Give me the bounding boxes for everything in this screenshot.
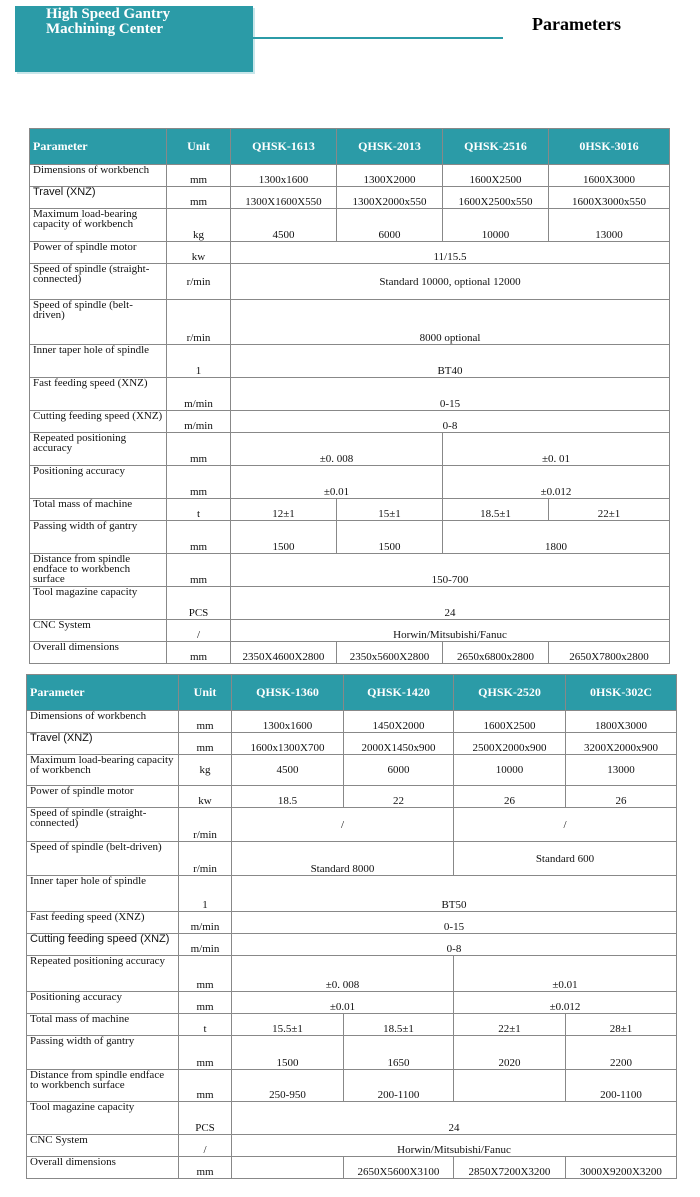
table-row: [30, 466, 670, 499]
table-row: [30, 345, 670, 378]
param-label: Distance from spindle endface to workbench surface: [27, 1070, 179, 1102]
param-label: Power of spindle motor: [30, 242, 167, 264]
param-label: Overall dimensions: [30, 642, 167, 664]
value-cell: ±0. 008: [232, 956, 454, 992]
header-cell: Parameter: [27, 675, 179, 711]
param-label: Speed of spindle (belt-driven): [27, 842, 179, 876]
table-row: [30, 642, 670, 664]
table-row: [30, 187, 670, 209]
unit-cell: r/min: [167, 300, 231, 345]
unit-cell: m/min: [167, 378, 231, 411]
value-cell: 1300x1600: [231, 165, 337, 187]
unit-cell: mm: [167, 521, 231, 554]
value-cell: BT40: [231, 345, 670, 378]
table-row: [27, 786, 677, 808]
value-cell: ±0.01: [454, 956, 677, 992]
table-row: [30, 209, 670, 242]
unit-cell: mm: [167, 187, 231, 209]
value-cell: ±0.012: [443, 466, 670, 499]
value-cell: 1300X1600X550: [231, 187, 337, 209]
value-cell: 1650: [344, 1036, 454, 1070]
unit-cell: mm: [167, 165, 231, 187]
value-cell: 11/15.5: [231, 242, 670, 264]
param-label: Dimensions of workbench: [27, 711, 179, 733]
value-cell: ±0. 01: [443, 433, 670, 466]
unit-cell: mm: [179, 733, 232, 755]
unit-cell: r/min: [167, 264, 231, 300]
value-cell: 0-8: [232, 934, 677, 956]
param-label: Cutting feeding speed (XNZ): [30, 411, 167, 433]
value-cell: 3000X9200X3200: [566, 1157, 677, 1179]
header-cell: QHSK-2520: [454, 675, 566, 711]
header-cell: Parameter: [30, 129, 167, 165]
value-cell: 2350X4600X2800: [231, 642, 337, 664]
param-label: Speed of spindle (straight-connected): [27, 808, 179, 842]
param-label: Total mass of machine: [27, 1014, 179, 1036]
value-cell: 8000 optional: [231, 300, 670, 345]
unit-cell: kw: [167, 242, 231, 264]
param-label: Speed of spindle (straight-connected): [30, 264, 167, 300]
param-label: Cutting feeding speed (XNZ): [27, 934, 179, 956]
table-row: [30, 165, 670, 187]
value-cell: 0-15: [232, 912, 677, 934]
unit-cell: 1: [179, 876, 232, 912]
parameters-heading: Parameters: [532, 14, 621, 34]
unit-cell: kg: [167, 209, 231, 242]
table-row: [27, 755, 677, 786]
unit-cell: mm: [167, 642, 231, 664]
spec-table-1: [29, 128, 670, 664]
value-cell: 0-15: [231, 378, 670, 411]
table-row: [30, 433, 670, 466]
value-cell: Horwin/Mitsubishi/Fanuc: [231, 620, 670, 642]
unit-cell: kg: [179, 755, 232, 786]
value-cell: 1800: [443, 521, 670, 554]
unit-cell: mm: [179, 956, 232, 992]
value-cell: 1300x1600: [232, 711, 344, 733]
param-label: Inner taper hole of spindle: [27, 876, 179, 912]
unit-cell: /: [167, 620, 231, 642]
table-row: [30, 411, 670, 433]
value-cell: /: [232, 808, 454, 842]
param-label: Passing width of gantry: [30, 521, 167, 554]
value-cell: 22: [344, 786, 454, 808]
value-cell: 200-1100: [566, 1070, 677, 1102]
value-cell: 1800X3000: [566, 711, 677, 733]
table-row: [27, 956, 677, 992]
param-label: Positioning accuracy: [30, 466, 167, 499]
value-cell: 2200: [566, 1036, 677, 1070]
value-cell: Standard 600: [454, 842, 677, 876]
table-row: [27, 808, 677, 842]
unit-cell: mm: [167, 554, 231, 587]
header-cell: QHSK-2516: [443, 129, 549, 165]
param-label: Inner taper hole of spindle: [30, 345, 167, 378]
unit-cell: r/min: [179, 842, 232, 876]
param-label: Overall dimensions: [27, 1157, 179, 1179]
value-cell: 26: [454, 786, 566, 808]
param-label: Dimensions of workbench: [30, 165, 167, 187]
value-cell: BT50: [232, 876, 677, 912]
value-cell: 15±1: [337, 499, 443, 521]
value-cell: 2020: [454, 1036, 566, 1070]
value-cell: Standard 10000, optional 12000: [231, 264, 670, 300]
value-cell: 1600X3000: [549, 165, 670, 187]
header-cell: QHSK-1360: [232, 675, 344, 711]
param-label: Tool magazine capacity: [27, 1102, 179, 1135]
unit-cell: t: [179, 1014, 232, 1036]
value-cell: 1300X2000: [337, 165, 443, 187]
table-row: [27, 842, 677, 876]
value-cell: [232, 1157, 344, 1179]
value-cell: 250-950: [232, 1070, 344, 1102]
value-cell: 2000X1450x900: [344, 733, 454, 755]
value-cell: 10000: [443, 209, 549, 242]
table-row: [27, 711, 677, 733]
unit-cell: m/min: [179, 912, 232, 934]
param-label: Power of spindle motor: [27, 786, 179, 808]
table-row: [27, 1102, 677, 1135]
value-cell: 12±1: [231, 499, 337, 521]
value-cell: 1450X2000: [344, 711, 454, 733]
unit-cell: mm: [179, 992, 232, 1014]
value-cell: ±0.01: [232, 992, 454, 1014]
unit-cell: mm: [179, 1070, 232, 1102]
header-cell: 0HSK-3016: [549, 129, 670, 165]
value-cell: 1600X2500: [443, 165, 549, 187]
table-row: [27, 1070, 677, 1102]
value-cell: 1300X2000x550: [337, 187, 443, 209]
value-cell: 6000: [337, 209, 443, 242]
value-cell: 26: [566, 786, 677, 808]
table-row: [30, 378, 670, 411]
spec-table-2: [26, 674, 677, 1179]
param-label: Speed of spindle (belt-driven): [30, 300, 167, 345]
param-label: Maximum load-bearing capacity of workbench: [27, 755, 179, 786]
header-cell: QHSK-1420: [344, 675, 454, 711]
value-cell: 18.5±1: [344, 1014, 454, 1036]
table-row: [30, 620, 670, 642]
param-label: Distance from spindle endface to workbench surface: [30, 554, 167, 587]
value-cell: 3200X2000x900: [566, 733, 677, 755]
param-label: Maximum load-bearing capacity of workbench: [30, 209, 167, 242]
table-row: [27, 876, 677, 912]
table-row: [30, 521, 670, 554]
param-label: Passing width of gantry: [27, 1036, 179, 1070]
table-row: [27, 1014, 677, 1036]
param-label: Repeated positioning accuracy: [30, 433, 167, 466]
value-cell: Horwin/Mitsubishi/Fanuc: [232, 1135, 677, 1157]
table-row: [30, 499, 670, 521]
value-cell: 2850X7200X3200: [454, 1157, 566, 1179]
unit-cell: t: [167, 499, 231, 521]
value-cell: /: [454, 808, 677, 842]
value-cell: 13000: [566, 755, 677, 786]
value-cell: 1500: [232, 1036, 344, 1070]
value-cell: 1500: [337, 521, 443, 554]
value-cell: 2350x5600X2800: [337, 642, 443, 664]
table-row: [27, 992, 677, 1014]
value-cell: 22±1: [549, 499, 670, 521]
value-cell: 2650X5600X3100: [344, 1157, 454, 1179]
value-cell: 22±1: [454, 1014, 566, 1036]
unit-cell: mm: [179, 1157, 232, 1179]
unit-cell: kw: [179, 786, 232, 808]
value-cell: 13000: [549, 209, 670, 242]
value-cell: 150-700: [231, 554, 670, 587]
header-cell: QHSK-1613: [231, 129, 337, 165]
value-cell: 18.5±1: [443, 499, 549, 521]
unit-cell: r/min: [179, 808, 232, 842]
table-header-row: [30, 129, 670, 165]
unit-cell: PCS: [167, 587, 231, 620]
param-label: Positioning accuracy: [27, 992, 179, 1014]
param-label: CNC System: [27, 1135, 179, 1157]
unit-cell: 1: [167, 345, 231, 378]
banner-title: High Speed Gantry Machining Center: [46, 6, 171, 37]
value-cell: 1600x1300X700: [232, 733, 344, 755]
value-cell: 4500: [232, 755, 344, 786]
value-cell: Standard 8000: [232, 842, 454, 876]
param-label: Fast feeding speed (XNZ): [27, 912, 179, 934]
value-cell: 2650X7800x2800: [549, 642, 670, 664]
value-cell: 200-1100: [344, 1070, 454, 1102]
unit-cell: /: [179, 1135, 232, 1157]
table-row: [27, 912, 677, 934]
value-cell: ±0.01: [231, 466, 443, 499]
value-cell: 6000: [344, 755, 454, 786]
unit-cell: PCS: [179, 1102, 232, 1135]
unit-cell: mm: [179, 1036, 232, 1070]
value-cell: 1500: [231, 521, 337, 554]
value-cell: 1600X2500x550: [443, 187, 549, 209]
header-cell: Unit: [179, 675, 232, 711]
value-cell: 18.5: [232, 786, 344, 808]
value-cell: 4500: [231, 209, 337, 242]
table-header-row: [27, 675, 677, 711]
value-cell: 15.5±1: [232, 1014, 344, 1036]
param-label: CNC System: [30, 620, 167, 642]
table-row: [27, 934, 677, 956]
header-cell: 0HSK-302C: [566, 675, 677, 711]
value-cell: 10000: [454, 755, 566, 786]
unit-cell: mm: [167, 466, 231, 499]
value-cell: 0-8: [231, 411, 670, 433]
value-cell: 1600X2500: [454, 711, 566, 733]
value-cell: 24: [232, 1102, 677, 1135]
value-cell: 28±1: [566, 1014, 677, 1036]
unit-cell: m/min: [167, 411, 231, 433]
table-row: [27, 1135, 677, 1157]
table-row: [30, 264, 670, 300]
value-cell: ±0.012: [454, 992, 677, 1014]
param-label: Fast feeding speed (XNZ): [30, 378, 167, 411]
value-cell: 1600X3000x550: [549, 187, 670, 209]
value-cell: ±0. 008: [231, 433, 443, 466]
param-label: Travel (XNZ): [27, 733, 179, 755]
table-row: [30, 587, 670, 620]
param-label: Travel (XNZ): [30, 187, 167, 209]
unit-cell: mm: [179, 711, 232, 733]
param-label: Tool magazine capacity: [30, 587, 167, 620]
header-cell: QHSK-2013: [337, 129, 443, 165]
table-row: [30, 242, 670, 264]
table-row: [30, 300, 670, 345]
param-label: Total mass of machine: [30, 499, 167, 521]
table-row: [27, 733, 677, 755]
header-cell: Unit: [167, 129, 231, 165]
table-row: [27, 1036, 677, 1070]
value-cell: 2500X2000x900: [454, 733, 566, 755]
banner-underline: [253, 37, 503, 39]
table-row: [27, 1157, 677, 1179]
value-cell: [454, 1070, 566, 1102]
value-cell: 2650x6800x2800: [443, 642, 549, 664]
unit-cell: m/min: [179, 934, 232, 956]
value-cell: 24: [231, 587, 670, 620]
table-row: [30, 554, 670, 587]
unit-cell: mm: [167, 433, 231, 466]
param-label: Repeated positioning accuracy: [27, 956, 179, 992]
